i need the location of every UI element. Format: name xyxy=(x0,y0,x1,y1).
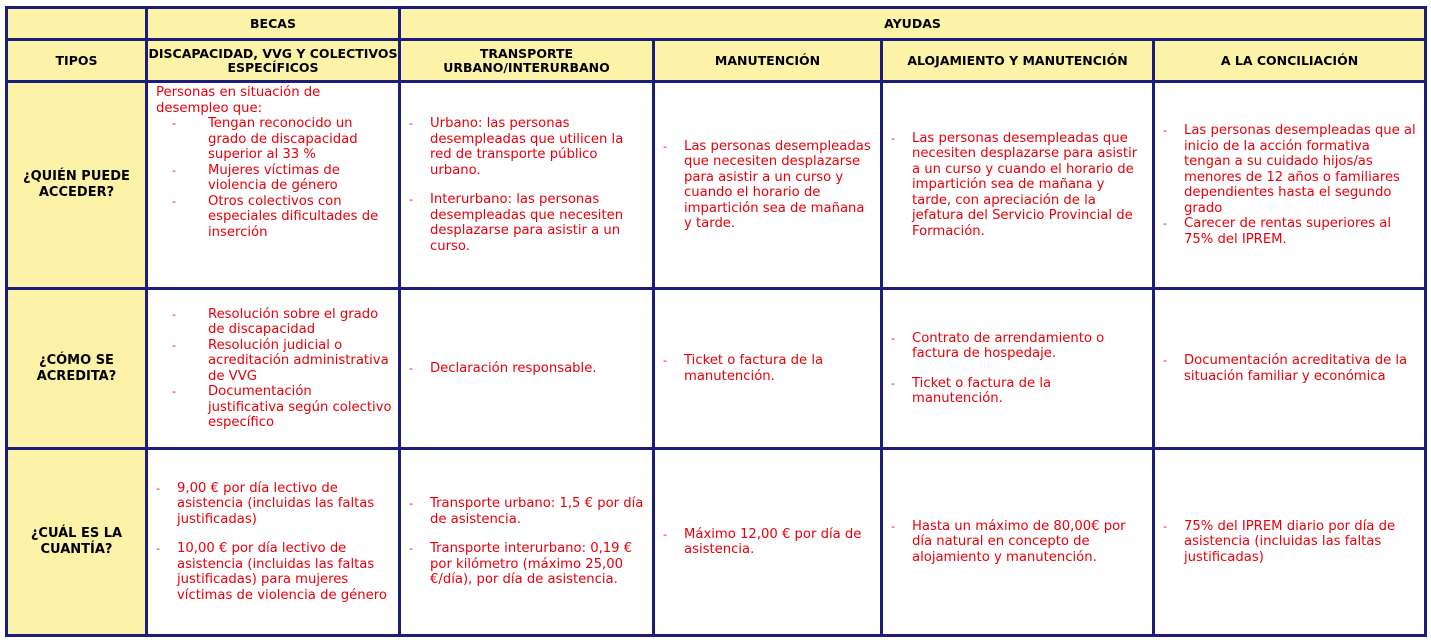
dash-bullet: - xyxy=(891,331,895,345)
list-item-text: Documentación justificativa según colectivo específico xyxy=(208,384,392,430)
dash-bullet: - xyxy=(172,194,176,208)
dash-bullet: - xyxy=(663,527,667,541)
list-item xyxy=(1163,519,1418,566)
col-header-conciliacion: A LA CONCILIACIÓN xyxy=(1154,40,1426,82)
list-item-text: Otros colectivos con especiales dificultades de inserción xyxy=(208,193,379,240)
dash-bullet: - xyxy=(172,338,176,352)
list-item-text: Documentación acreditativa de la situación familiar y económica xyxy=(1184,353,1408,384)
list-item xyxy=(663,527,874,558)
list-item-text: Las personas desempleadas que al inicio de la acción formativa tengan a su cuidado hijos/as menores de 12 años o familiares dependientes hasta el segundo grado xyxy=(1184,123,1416,216)
dash-bullet: - xyxy=(409,497,413,511)
list-item-text: Declaración responsable. xyxy=(430,360,597,376)
header-ayudas: AYUDAS xyxy=(400,8,1426,40)
list-item-text: 9,00 € por día lectivo de asistencia (incluidas las faltas justificadas) xyxy=(177,480,375,527)
dash-bullet: - xyxy=(409,117,413,130)
dash-bullet: - xyxy=(156,481,160,495)
list-item xyxy=(891,376,1146,407)
list-item-text: Máximo 12,00 € por día de asistencia. xyxy=(684,526,862,557)
list-item-text: Las personas desempleadas que necesiten desplazarse para asistir a un curso y cuando el horario de impartición sea de mañana y tarde. xyxy=(684,138,871,231)
list-item xyxy=(663,353,874,384)
header-tipos: TIPOS xyxy=(7,40,147,82)
cell-como-conciliacion xyxy=(1154,289,1426,449)
cell-cuantia-discapacidad xyxy=(147,449,400,636)
list-item xyxy=(156,163,392,194)
table-row xyxy=(7,449,1426,636)
dash-bullet: - xyxy=(663,354,667,367)
list-item xyxy=(409,361,646,377)
list-item xyxy=(156,116,392,163)
dash-bullet: - xyxy=(172,385,176,398)
dash-bullet: - xyxy=(891,131,895,145)
cell-como-transporte xyxy=(400,289,654,449)
dash-bullet: - xyxy=(1163,354,1167,367)
list-item-text: Transporte urbano: 1,5 € por día de asistencia. xyxy=(430,496,644,527)
list-item-text: Hasta un máximo de 80,00€ por día natural en concepto de alojamiento y manutención. xyxy=(912,518,1126,565)
dash-bullet: - xyxy=(172,307,176,321)
cell-quien-discapacidad xyxy=(147,82,400,289)
list-item-text: Transporte interurbano: 0,19 € por kilómetro (máximo 25,00 €/día), por día de asistencia. xyxy=(430,541,633,588)
list-item xyxy=(156,194,392,241)
cell-cuantia-conciliacion xyxy=(1154,449,1426,636)
cell-quien-transporte xyxy=(400,82,654,289)
list-item-text: 10,00 € por día lectivo de asistencia (incluidas las faltas justificadas) para mujeres víctimas de violencia de género xyxy=(177,541,387,603)
list-item-text: Tengan reconocido un grado de discapacidad superior al 33 % xyxy=(208,116,358,162)
list-item xyxy=(156,384,392,431)
cell-cuantia-manutencion xyxy=(654,449,882,636)
list-item-text: Las personas desempleadas que necesiten desplazarse para asistir a un curso y cuando el horario de impartición sea de mañana y tarde, con apreciación de la jefatura del Servicio Provincial de Formación. xyxy=(912,130,1138,239)
list-item-text: Interurbano: las personas desempleadas que necesiten desplazarse para asistir a un curso. xyxy=(430,192,624,254)
dash-bullet: - xyxy=(172,117,176,130)
list-item xyxy=(891,131,1146,240)
list-item xyxy=(1163,353,1418,384)
dash-bullet: - xyxy=(409,193,413,206)
list-item-text: Mujeres víctimas de violencia de género xyxy=(208,162,340,193)
cell-quien-alojamiento xyxy=(882,82,1154,289)
cell-cuantia-transporte xyxy=(400,449,654,636)
col-header-transporte: TRANSPORTE URBANO/INTERURBANO xyxy=(400,40,654,82)
row-label-cuantia: ¿CUÁL ES LA CUANTÍA? xyxy=(7,449,147,636)
list-item xyxy=(156,307,392,338)
cell-cuantia-alojamiento xyxy=(882,449,1154,636)
col-header-alojamiento: ALOJAMIENTO Y MANUTENCIÓN xyxy=(882,40,1154,82)
list-item xyxy=(891,519,1146,566)
becas-ayudas-table xyxy=(5,6,1427,637)
list-item xyxy=(409,116,646,178)
dash-bullet: - xyxy=(1163,519,1167,533)
list-item xyxy=(1163,123,1418,216)
header-columns-row xyxy=(7,40,1426,82)
cell-como-discapacidad xyxy=(147,289,400,449)
list-item-text: 75% del IPREM diario por día de asistencia (incluidas las faltas justificadas) xyxy=(1184,518,1396,565)
cell-quien-manutencion xyxy=(654,82,882,289)
list-item xyxy=(891,331,1146,362)
cell-quien-conciliacion xyxy=(1154,82,1426,289)
dash-bullet: - xyxy=(1163,124,1167,137)
list-item xyxy=(156,541,392,603)
list-item xyxy=(663,139,874,232)
list-item xyxy=(156,481,392,528)
table-row xyxy=(7,289,1426,449)
row-label-como: ¿CÓMO SE ACREDITA? xyxy=(7,289,147,449)
dash-bullet: - xyxy=(1163,217,1167,230)
dash-bullet: - xyxy=(409,361,413,375)
list-item-text: Ticket o factura de la manutención. xyxy=(912,375,1052,406)
cell-intro: Personas en situación de desempleo que: xyxy=(156,85,321,116)
dash-bullet: - xyxy=(156,542,160,556)
corner-cell xyxy=(7,8,147,40)
list-item-text: Urbano: las personas desempleadas que utilicen la red de transporte público urbano. xyxy=(430,116,624,178)
list-item xyxy=(1163,216,1418,247)
list-item xyxy=(409,496,646,527)
list-item xyxy=(409,192,646,254)
list-item xyxy=(156,338,392,385)
header-becas: BECAS xyxy=(147,8,400,40)
dash-bullet: - xyxy=(663,139,667,153)
list-item-text: Contrato de arrendamiento o factura de hospedaje. xyxy=(912,330,1105,361)
col-header-manutencion: MANUTENCIÓN xyxy=(654,40,882,82)
dash-bullet: - xyxy=(172,163,176,177)
list-item-text: Ticket o factura de la manutención. xyxy=(684,353,824,384)
row-label-quien: ¿QUIÉN PUEDE ACCEDER? xyxy=(7,82,147,289)
list-item-text: Resolución sobre el grado de discapacidad xyxy=(208,306,379,337)
dash-bullet: - xyxy=(409,542,413,556)
table-row xyxy=(7,82,1426,289)
cell-como-alojamiento xyxy=(882,289,1154,449)
list-item-text: Resolución judicial o acreditación administrativa de VVG xyxy=(208,337,389,384)
dash-bullet: - xyxy=(891,376,895,390)
list-item xyxy=(409,541,646,588)
header-group-row xyxy=(7,8,1426,40)
list-item-text: Carecer de rentas superiores al 75% del IPREM. xyxy=(1184,216,1392,247)
cell-como-manutencion xyxy=(654,289,882,449)
col-header-discapacidad: DISCAPACIDAD, VVG Y COLECTIVOS ESPECÍFICOS xyxy=(147,40,400,82)
dash-bullet: - xyxy=(891,519,895,533)
